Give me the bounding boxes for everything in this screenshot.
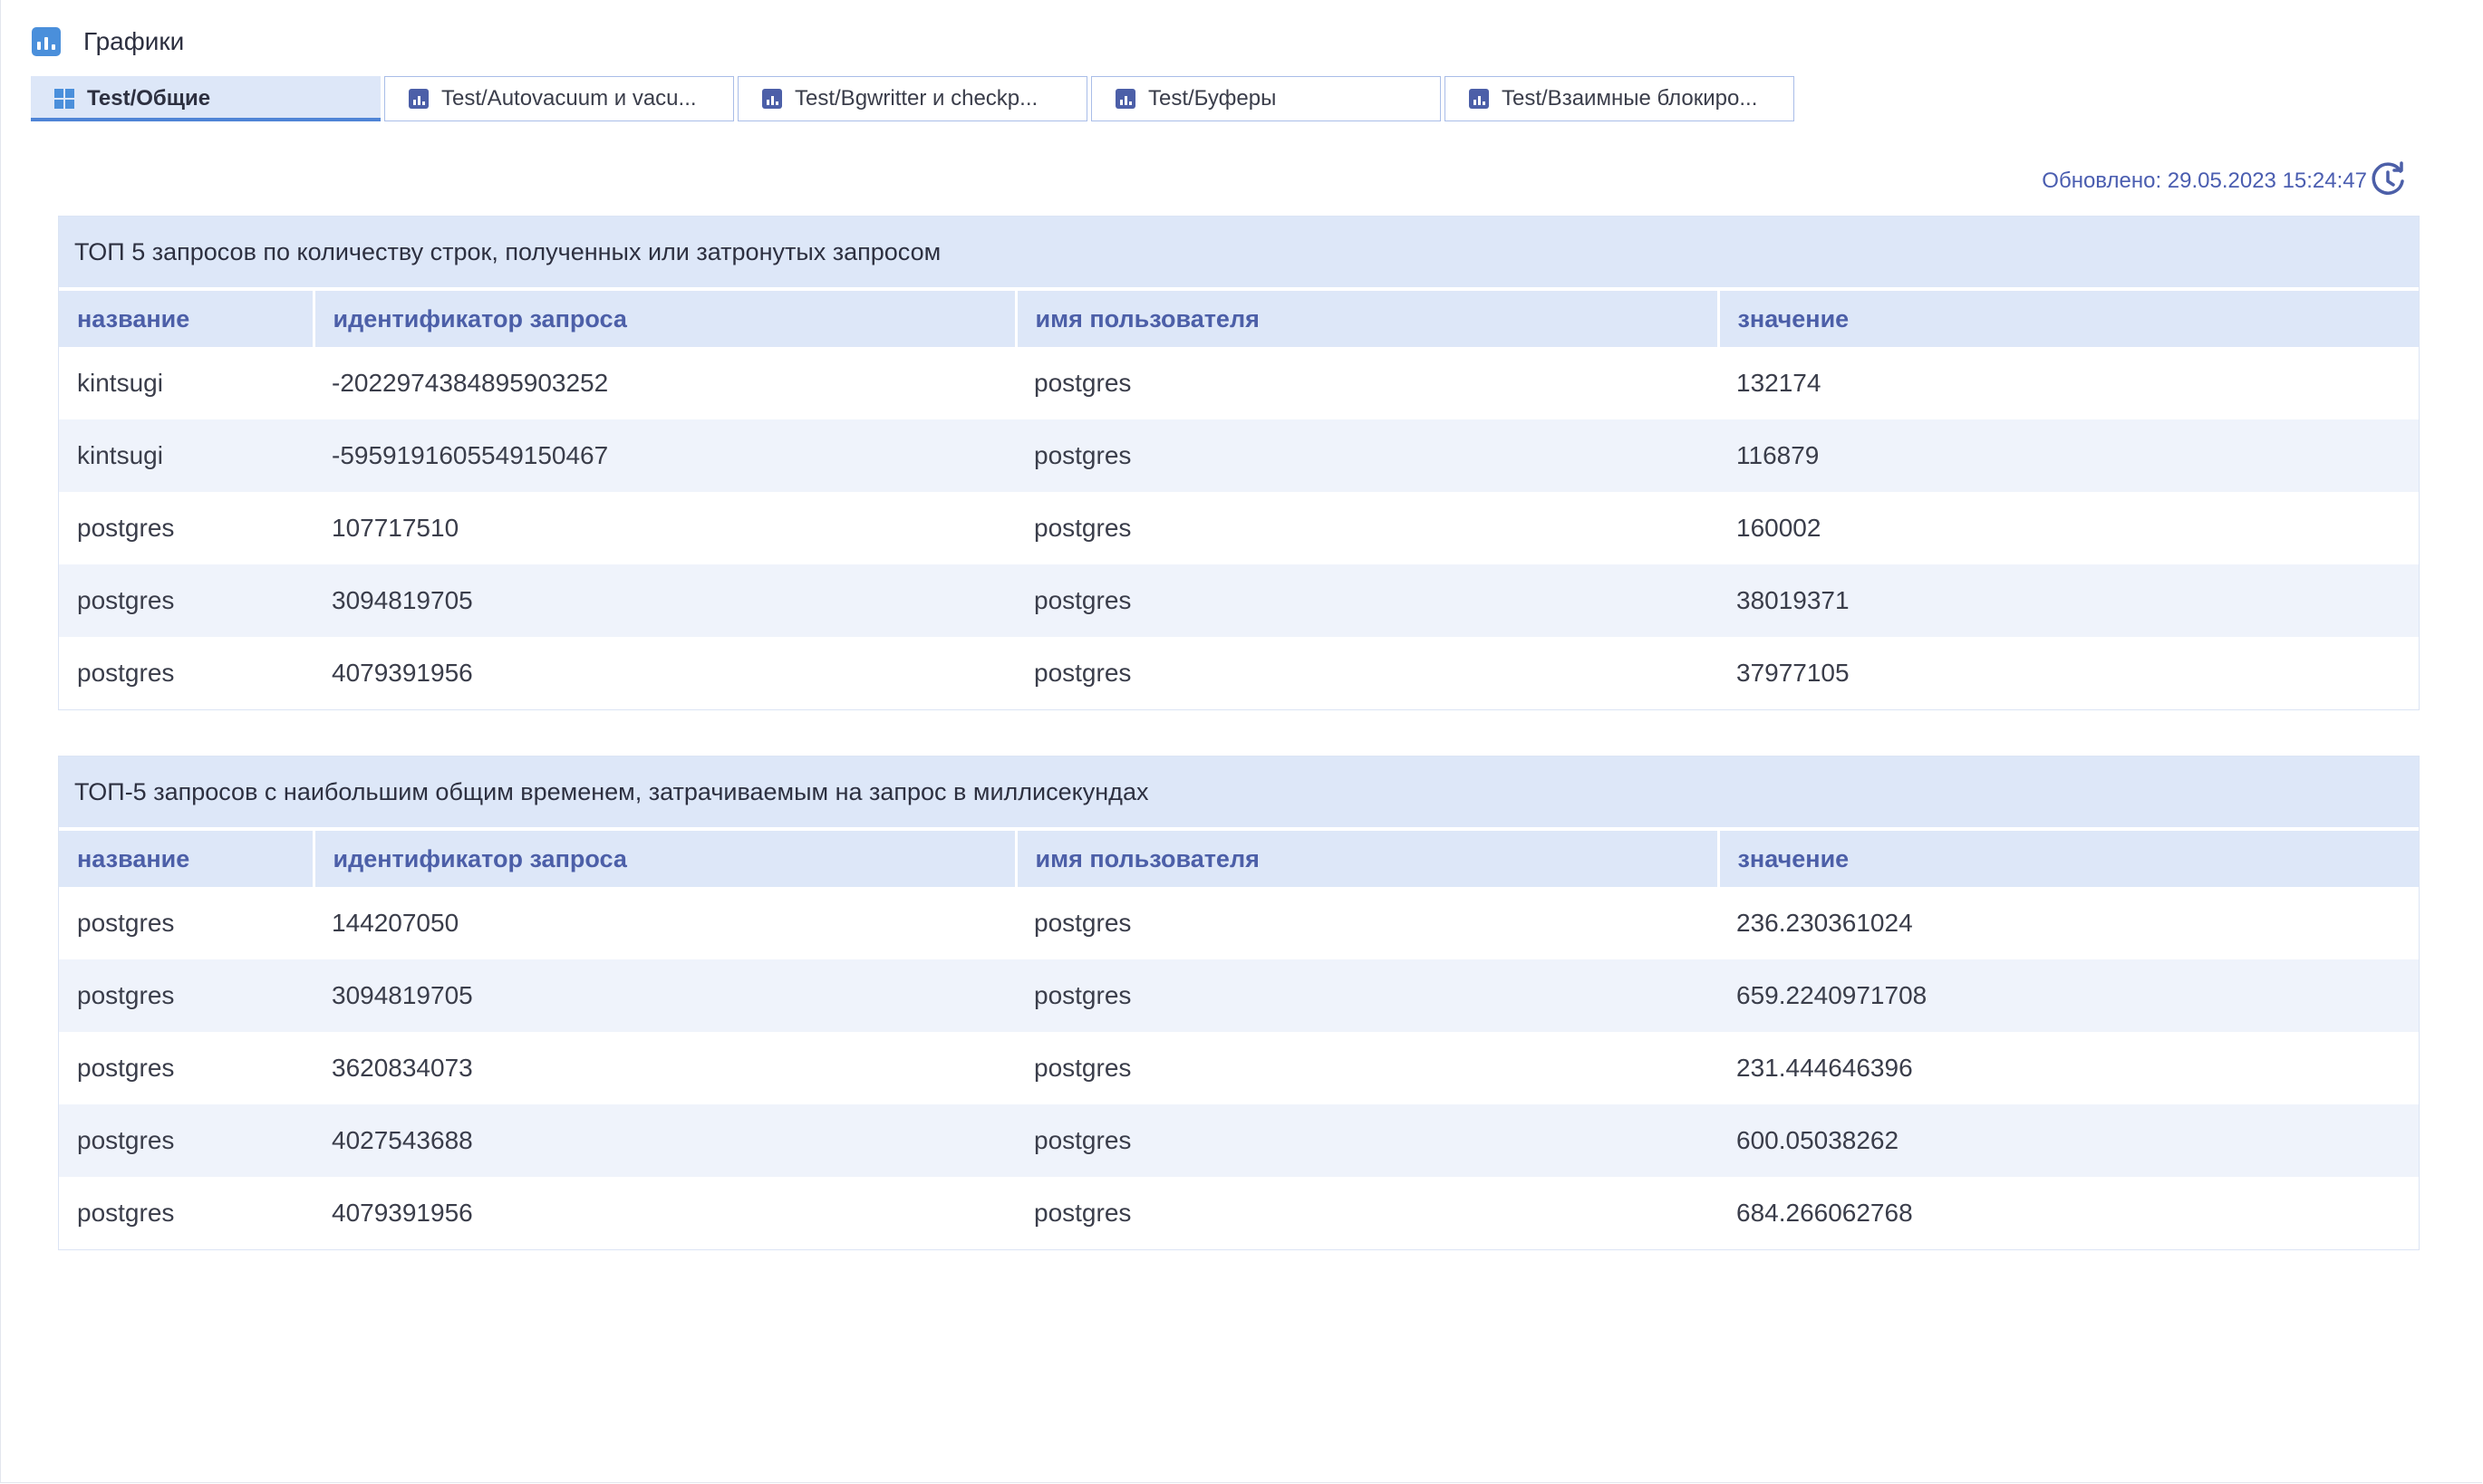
cell-user: postgres [1016,419,1718,492]
cell-user: postgres [1016,1032,1718,1104]
cell-name: postgres [59,564,314,637]
chart-icon [762,89,782,109]
tab-buffers[interactable] [1091,76,1441,121]
cell-name: postgres [59,492,314,564]
column-header-name[interactable]: название [59,831,314,887]
column-header-value[interactable]: значение [1718,291,2419,347]
cell-query-id: 107717510 [314,492,1016,564]
dashboard-grid-icon [54,89,74,109]
chart-icon [32,27,61,56]
cell-query-id: 3094819705 [314,959,1016,1032]
chart-icon [1116,89,1135,109]
page-title: Графики [83,27,185,55]
table-row [59,887,2419,959]
cell-value: 231.444646396 [1718,1032,2419,1104]
tab-locks[interactable] [1444,76,1794,121]
cell-name: kintsugi [59,419,314,492]
cell-query-id: 4079391956 [314,637,1016,709]
cell-value: 116879 [1718,419,2419,492]
cell-value: 160002 [1718,492,2419,564]
cell-name: postgres [59,637,314,709]
tab-label: Test/Autovacuum и vacu... [441,86,697,111]
tab-bar [31,76,1794,121]
cell-query-id: 4027543688 [314,1104,1016,1177]
cell-user: postgres [1016,347,1718,419]
cell-name: postgres [59,1177,314,1249]
tab-label: Test/Общие [87,86,211,111]
table-row [59,564,2419,637]
cell-value: 600.05038262 [1718,1104,2419,1177]
cell-user: postgres [1016,887,1718,959]
table-title: ТОП 5 запросов по количеству строк, полученных или затронутых запросом [59,217,2419,291]
column-header-query-id[interactable]: идентификатор запроса [314,291,1016,347]
cell-value: 38019371 [1718,564,2419,637]
cell-name: postgres [59,1032,314,1104]
tab-general[interactable] [31,76,381,121]
tab-autovacuum[interactable] [384,76,734,121]
table-row [59,959,2419,1032]
column-header-user[interactable]: имя пользователя [1016,291,1718,347]
cell-query-id: 3094819705 [314,564,1016,637]
table-row [59,1032,2419,1104]
cell-user: postgres [1016,1177,1718,1249]
tab-label: Test/Взаимные блокиро... [1502,86,1758,111]
time-table-panel [58,756,2420,1250]
table-row [59,1104,2419,1177]
cell-name: kintsugi [59,347,314,419]
column-header-name[interactable]: название [59,291,314,347]
cell-query-id: 144207050 [314,887,1016,959]
column-header-query-id[interactable]: идентификатор запроса [314,831,1016,887]
tab-label: Test/Буферы [1148,86,1277,111]
cell-query-id: 4079391956 [314,1177,1016,1249]
cell-user: postgres [1016,1104,1718,1177]
table-row [59,492,2419,564]
refresh-button[interactable] [2369,161,2407,199]
cell-user: postgres [1016,959,1718,1032]
cell-user: postgres [1016,637,1718,709]
table-row [59,637,2419,709]
time-table [59,831,2419,1249]
cell-value: 132174 [1718,347,2419,419]
cell-user: postgres [1016,492,1718,564]
tab-bgwriter[interactable] [738,76,1087,121]
column-header-value[interactable]: значение [1718,831,2419,887]
cell-name: postgres [59,887,314,959]
cell-name: postgres [59,959,314,1032]
tab-label: Test/Bgwritter и checkp... [795,86,1039,111]
rows-table-panel [58,216,2420,710]
updated-timestamp: Обновлено: 29.05.2023 15:24:47 [2042,169,2367,193]
table-header-row [59,291,2419,347]
rows-table [59,291,2419,709]
table-row [59,419,2419,492]
refresh-clock-icon [2369,161,2407,199]
cell-value: 684.266062768 [1718,1177,2419,1249]
cell-name: postgres [59,1104,314,1177]
chart-icon [409,89,429,109]
cell-value: 659.2240971708 [1718,959,2419,1032]
page-header [32,24,184,60]
table-header-row [59,831,2419,887]
cell-value: 37977105 [1718,637,2419,709]
cell-user: postgres [1016,564,1718,637]
cell-query-id: -5959191605549150467 [314,419,1016,492]
cell-value: 236.230361024 [1718,887,2419,959]
table-row [59,1177,2419,1249]
column-header-user[interactable]: имя пользователя [1016,831,1718,887]
cell-query-id: 3620834073 [314,1032,1016,1104]
cell-query-id: -2022974384895903252 [314,347,1016,419]
chart-icon [1469,89,1489,109]
table-row [59,347,2419,419]
table-title: ТОП-5 запросов с наибольшим общим временем, затрачиваемым на запрос в миллисекундах [59,756,2419,831]
